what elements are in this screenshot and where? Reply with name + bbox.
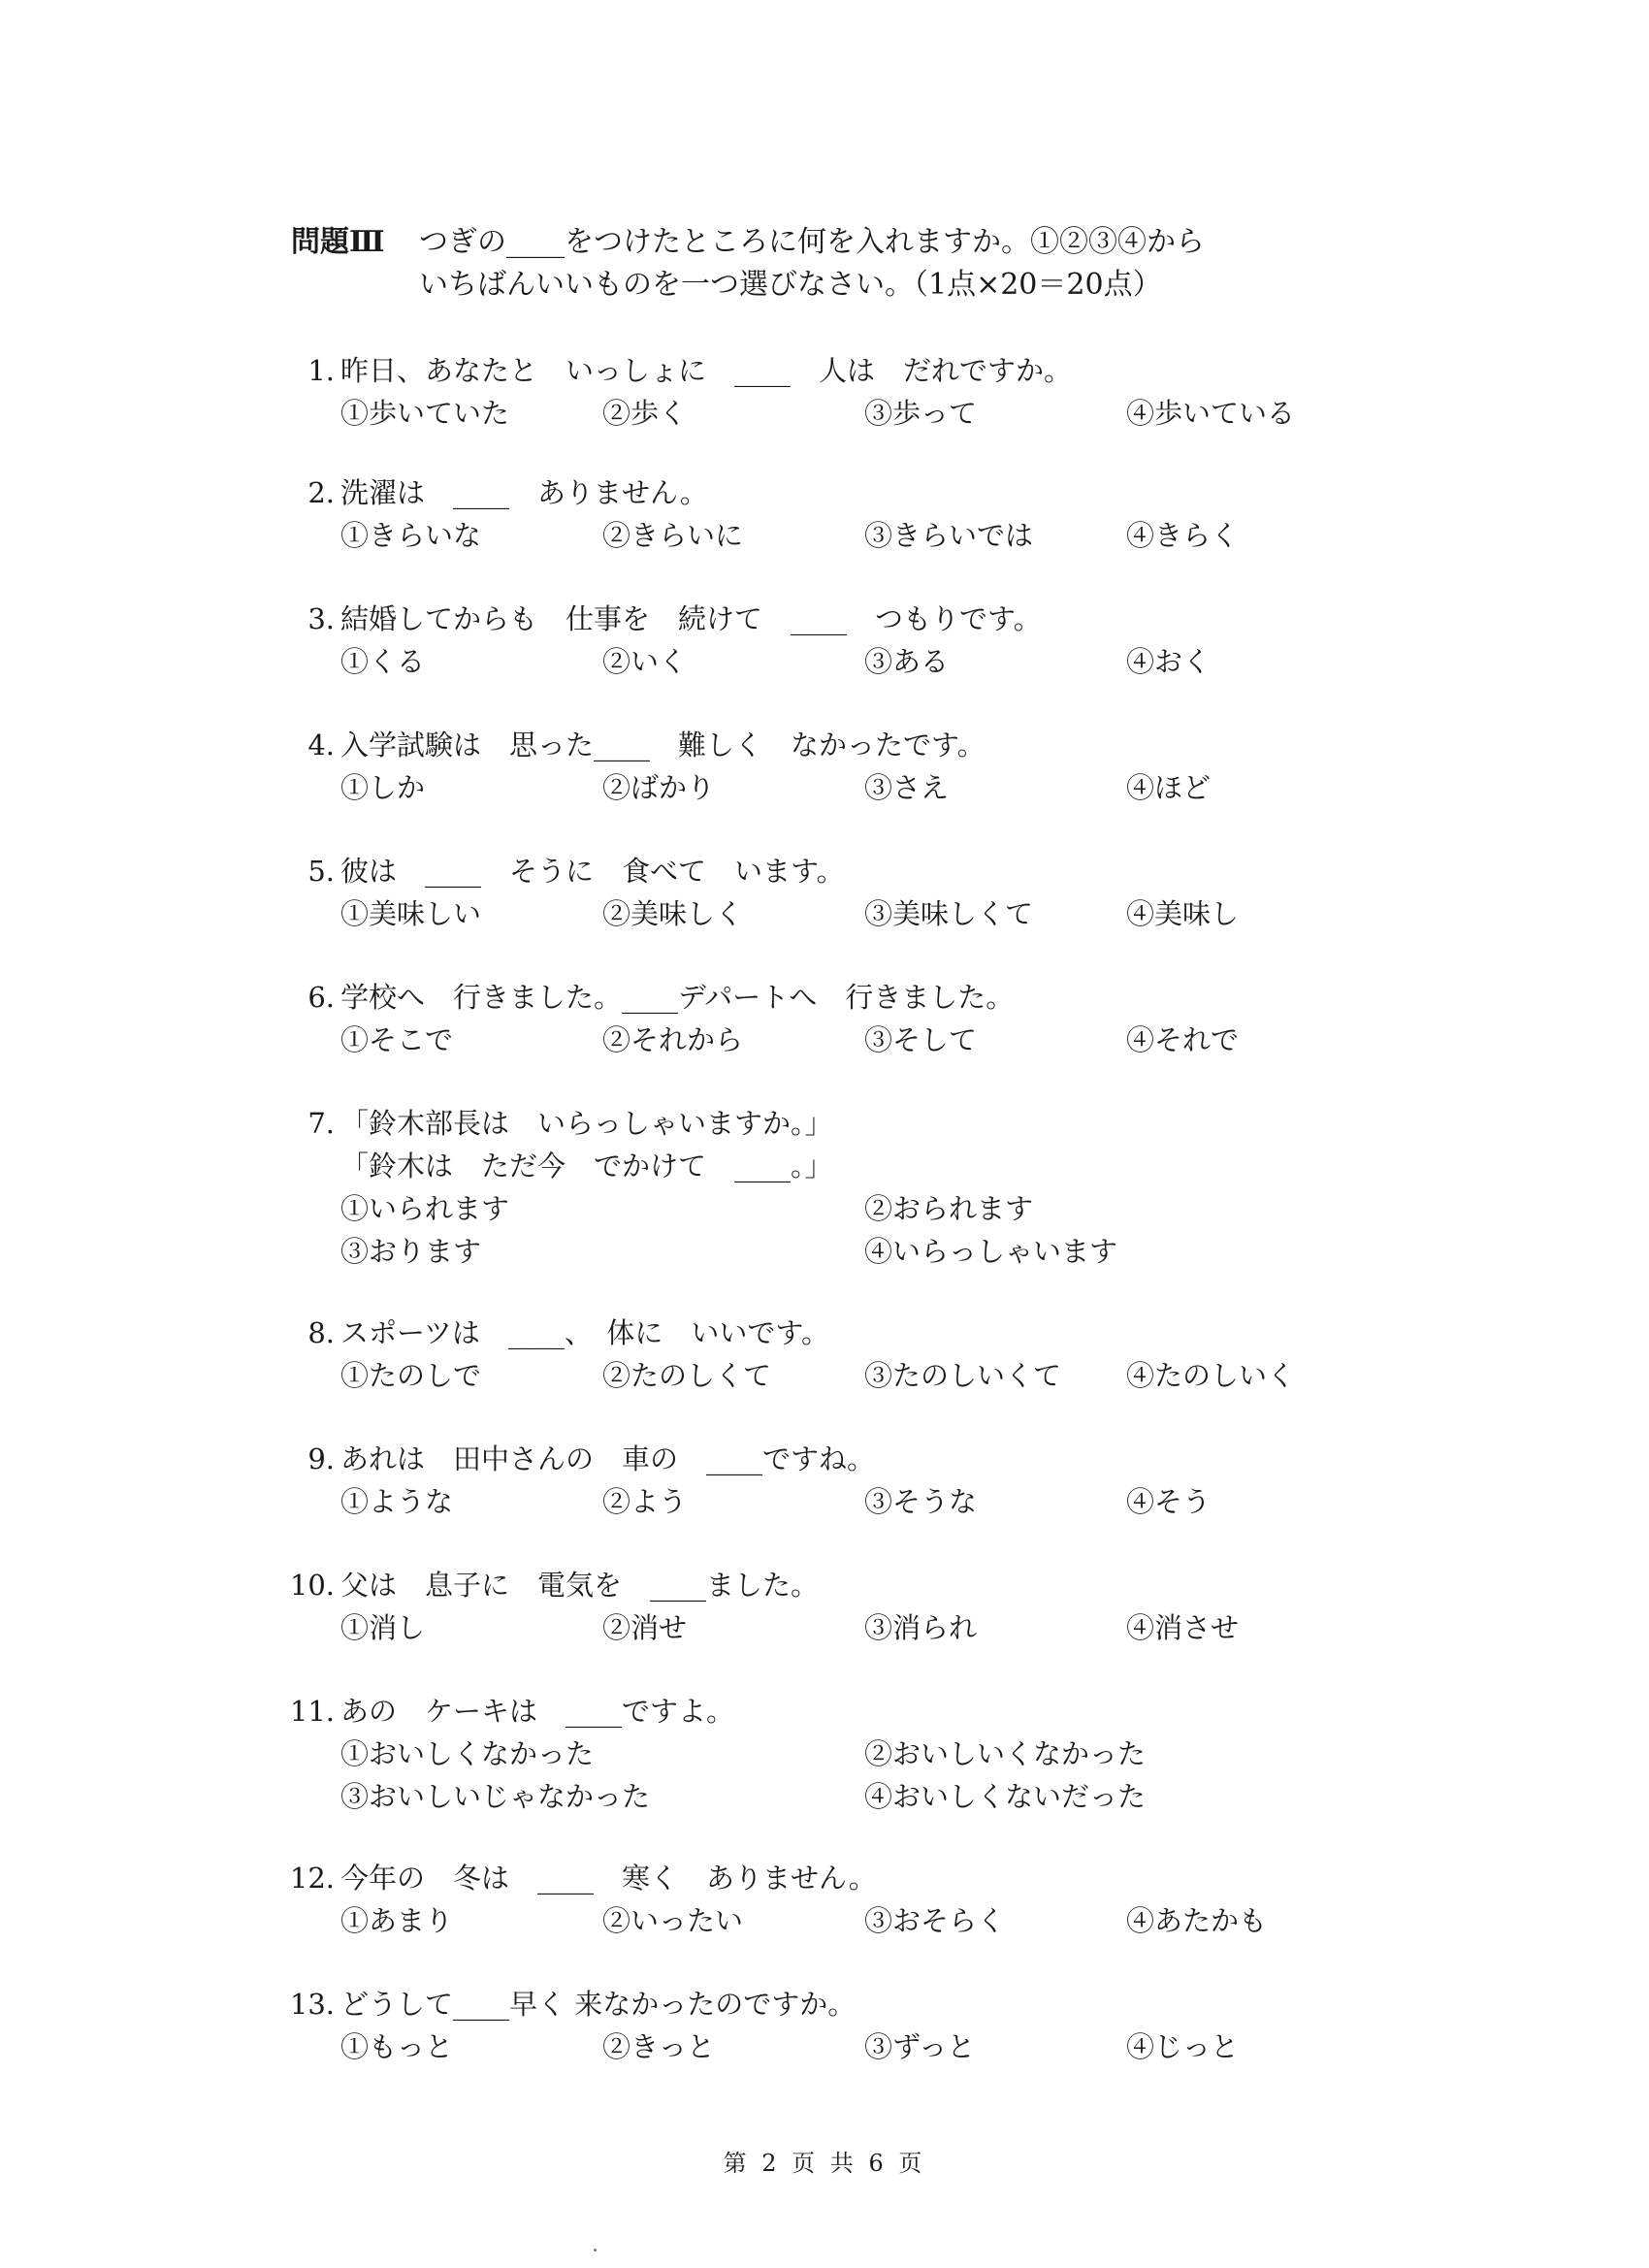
problem-header — [291, 221, 1358, 307]
question-number: 1. — [307, 354, 335, 387]
question-number: 4. — [307, 729, 335, 761]
question-number: 13. — [289, 1988, 335, 2021]
question-text-2: 「鈴木は ただ今 でかけて ____。」 — [340, 1150, 833, 1183]
question-number: 7. — [307, 1107, 335, 1140]
question-number: 2. — [307, 476, 335, 509]
option-2: ②おられます — [864, 1192, 1034, 1225]
option-1: ①くる — [340, 645, 426, 678]
option-1: ①おいしくなかった — [340, 1737, 595, 1770]
option-3: ③おそらく — [864, 1904, 1006, 1937]
question-text: 学校へ 行きました。____デパートへ 行きました。 — [340, 981, 1015, 1014]
option-4: ④ほど — [1126, 771, 1212, 804]
option-3: ③たのしいくて — [864, 1359, 1062, 1392]
option-3: ③ある — [864, 645, 950, 678]
question-number: 11. — [289, 1695, 335, 1728]
question-6 — [276, 976, 1382, 1061]
page-number: 第 2 页 共 6 页 — [723, 2150, 926, 2177]
option-2: ②いったい — [602, 1904, 744, 1937]
header-instruction-1: つぎの____をつけたところに何を入れますか。①②③④から — [419, 225, 1205, 259]
option-1: ①美味しい — [340, 897, 482, 930]
option-2: ②よう — [602, 1485, 688, 1518]
question-text: スポーツは ____、 体に いいです。 — [340, 1316, 830, 1349]
option-1: ①ような — [340, 1485, 454, 1518]
option-3: ③消られ — [864, 1611, 978, 1644]
question-7 — [276, 1102, 1382, 1273]
question-10 — [276, 1564, 1382, 1649]
option-3: ③歩って — [864, 397, 978, 430]
option-2: ②美味しく — [602, 897, 744, 930]
option-4: ④それで — [1126, 1023, 1240, 1056]
header-instruction-2: いちばんいいものを一つ選びなさい。（1点×20＝20点） — [419, 268, 1162, 302]
option-4: ④たのしいく — [1126, 1359, 1296, 1392]
question-5 — [276, 850, 1382, 935]
option-4: ④あたかも — [1126, 1904, 1268, 1937]
option-1: ①あまり — [340, 1904, 454, 1937]
option-1: ①もっと — [340, 2030, 454, 2063]
option-1: ①いられます — [340, 1192, 510, 1225]
option-4: ④いらっしゃいます — [864, 1235, 1118, 1268]
question-4 — [276, 724, 1382, 809]
question-2 — [276, 471, 1382, 557]
option-4: ④そう — [1126, 1485, 1212, 1518]
question-text: 「鈴木部長は いらっしゃいますか。」 — [340, 1107, 833, 1140]
option-1: ①しか — [340, 771, 426, 804]
option-4: ④おいしくないだった — [864, 1780, 1147, 1813]
option-3: ③そして — [864, 1023, 978, 1056]
question-text: 入学試験は 思った____ 難しく なかったです。 — [340, 729, 986, 761]
question-text: 今年の 冬は ____ 寒く ありません。 — [340, 1862, 877, 1895]
problem-label: 問題Ⅲ — [291, 225, 385, 259]
option-2: ②消せ — [602, 1611, 688, 1644]
option-4: ④おく — [1126, 645, 1212, 678]
question-number: 3. — [307, 602, 335, 635]
option-1: ①たのしで — [340, 1359, 482, 1392]
option-4: ④消させ — [1126, 1611, 1240, 1644]
question-1 — [276, 349, 1382, 435]
option-2: ②きらいに — [602, 519, 744, 552]
option-2: ②いく — [602, 645, 688, 678]
option-2: ②おいしいくなかった — [864, 1737, 1147, 1770]
option-4: ④美味し — [1126, 897, 1240, 930]
question-text: 結婚してからも 仕事を 続けて ____ つもりです。 — [340, 602, 1042, 635]
option-2: ②たのしくて — [602, 1359, 772, 1392]
question-text: あの ケーキは ____ですよ。 — [340, 1695, 735, 1728]
option-1: ①歩いていた — [340, 397, 510, 430]
option-2: ②歩く — [602, 397, 688, 430]
question-number: 12. — [289, 1862, 335, 1895]
option-1: ①きらいな — [340, 519, 482, 552]
option-2: ②ばかり — [602, 771, 716, 804]
question-text: 彼は ____ そうに 食べて います。 — [340, 855, 845, 888]
question-12 — [276, 1857, 1382, 1942]
option-3: ③きらいでは — [864, 519, 1034, 552]
question-text: 洗濯は ____ ありません。 — [340, 476, 708, 509]
question-text: あれは 田中さんの 車の ____ですね。 — [340, 1442, 876, 1475]
option-1: ①そこで — [340, 1023, 454, 1056]
option-3: ③おいしいじゃなかった — [340, 1780, 651, 1813]
option-1: ①消し — [340, 1611, 426, 1644]
question-number: 9. — [307, 1442, 335, 1475]
question-3 — [276, 598, 1382, 683]
question-number: 10. — [289, 1569, 335, 1602]
option-2: ②きっと — [602, 2030, 716, 2063]
option-3: ③おります — [340, 1235, 482, 1268]
scan-speck — [594, 2249, 597, 2252]
question-number: 6. — [307, 981, 335, 1014]
option-3: ③ずっと — [864, 2030, 976, 2063]
question-number: 8. — [307, 1316, 335, 1349]
question-text: どうして____早く 来なかったのですか。 — [340, 1988, 857, 2021]
question-text: 昨日、あなたと いっしょに ____ 人は だれですか。 — [340, 354, 1073, 387]
option-2: ②それから — [602, 1023, 744, 1056]
option-4: ④じっと — [1126, 2030, 1240, 2063]
header-line-1 — [291, 221, 1358, 264]
option-3: ③そうな — [864, 1485, 978, 1518]
option-3: ③美味しくて — [864, 897, 1034, 930]
question-9 — [276, 1438, 1382, 1523]
question-8 — [276, 1312, 1382, 1397]
question-number: 5. — [307, 855, 335, 888]
question-11 — [276, 1690, 1382, 1818]
question-text: 父は 息子に 電気を ____ました。 — [340, 1569, 820, 1602]
option-3: ③さえ — [864, 771, 950, 804]
option-4: ④きらく — [1126, 519, 1240, 552]
option-4: ④歩いている — [1126, 397, 1296, 430]
header-line-2 — [291, 264, 1358, 307]
question-13 — [276, 1983, 1382, 2068]
